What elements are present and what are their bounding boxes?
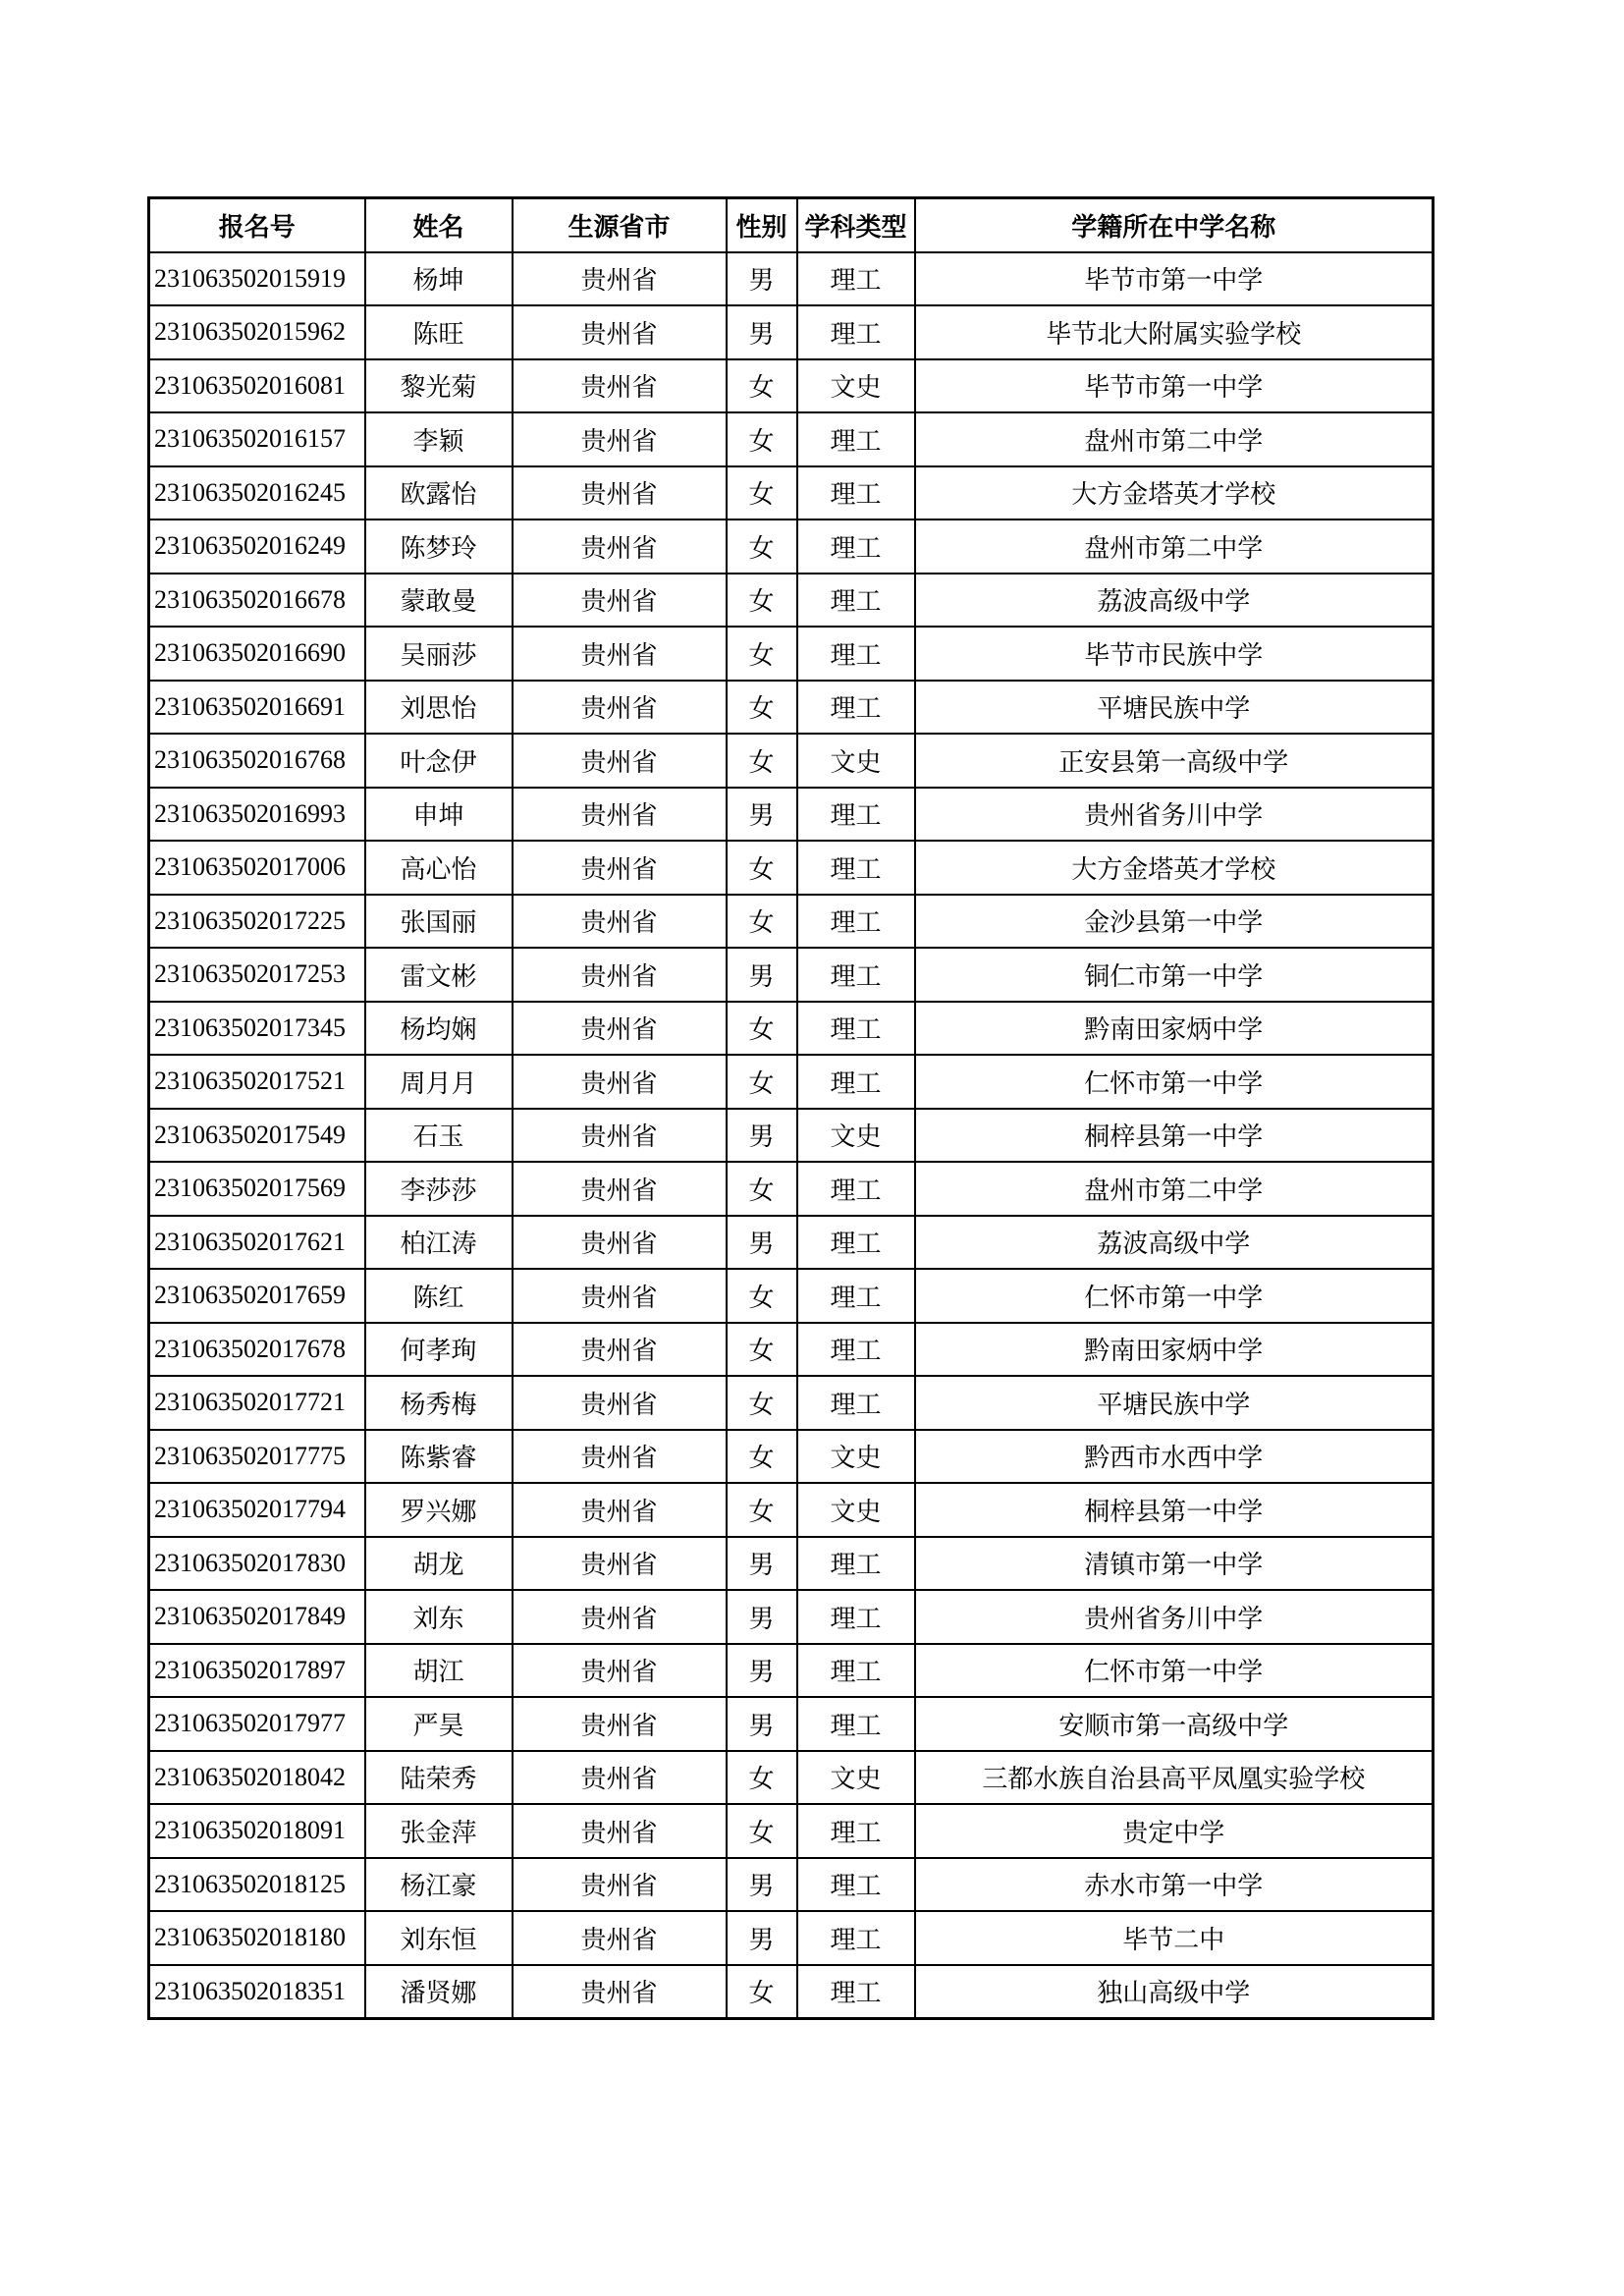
name-cell: 杨坤	[365, 252, 513, 306]
province-cell: 贵州省	[513, 1109, 727, 1163]
registration-number-cell: 231063502016678	[149, 574, 365, 628]
header-row	[149, 198, 1434, 252]
registration-number-cell: 231063502016691	[149, 681, 365, 735]
province-cell: 贵州省	[513, 681, 727, 735]
subject-type-cell: 理工	[797, 1697, 915, 1751]
gender-cell: 男	[727, 1216, 797, 1270]
gender-cell: 女	[727, 412, 797, 466]
registration-number-cell: 231063502017849	[149, 1590, 365, 1644]
gender-cell: 女	[727, 1162, 797, 1216]
registration-number-cell: 231063502018125	[149, 1858, 365, 1912]
registration-number-cell: 231063502016993	[149, 788, 365, 842]
name-cell: 张金萍	[365, 1804, 513, 1858]
registration-number-cell: 231063502017659	[149, 1269, 365, 1323]
registration-number-cell: 231063502016768	[149, 734, 365, 788]
registration-number-cell: 231063502017830	[149, 1537, 365, 1591]
header-gender: 性别	[727, 198, 797, 252]
registration-number-cell: 231063502017794	[149, 1483, 365, 1537]
high-school-cell: 仁怀市第一中学	[915, 1055, 1434, 1109]
gender-cell: 男	[727, 1911, 797, 1965]
registration-number-cell: 231063502015919	[149, 252, 365, 306]
registration-number-cell: 231063502016249	[149, 519, 365, 574]
subject-type-cell: 理工	[797, 574, 915, 628]
high-school-cell: 独山高级中学	[915, 1965, 1434, 2019]
gender-cell: 女	[727, 841, 797, 895]
registration-number-cell: 231063502016081	[149, 359, 365, 413]
table-row	[149, 1644, 1434, 1698]
high-school-cell: 大方金塔英才学校	[915, 466, 1434, 520]
table-row	[149, 734, 1434, 788]
name-cell: 叶念伊	[365, 734, 513, 788]
name-cell: 胡江	[365, 1644, 513, 1698]
province-cell: 贵州省	[513, 252, 727, 306]
table-row	[149, 1751, 1434, 1805]
gender-cell: 男	[727, 1109, 797, 1163]
name-cell: 欧露怡	[365, 466, 513, 520]
high-school-cell: 清镇市第一中学	[915, 1537, 1434, 1591]
gender-cell: 女	[727, 1055, 797, 1109]
high-school-cell: 桐梓县第一中学	[915, 1109, 1434, 1163]
province-cell: 贵州省	[513, 1162, 727, 1216]
table-row	[149, 1055, 1434, 1109]
name-cell: 张国丽	[365, 895, 513, 949]
high-school-cell: 毕节北大附属实验学校	[915, 305, 1434, 359]
high-school-cell: 赤水市第一中学	[915, 1858, 1434, 1912]
table-row	[149, 359, 1434, 413]
name-cell: 高心怡	[365, 841, 513, 895]
name-cell: 陈红	[365, 1269, 513, 1323]
high-school-cell: 贵州省务川中学	[915, 1590, 1434, 1644]
province-cell: 贵州省	[513, 1537, 727, 1591]
subject-type-cell: 理工	[797, 1644, 915, 1698]
name-cell: 陈旺	[365, 305, 513, 359]
subject-type-cell: 理工	[797, 412, 915, 466]
table-row	[149, 1590, 1434, 1644]
high-school-cell: 黔南田家炳中学	[915, 1323, 1434, 1377]
name-cell: 陆荣秀	[365, 1751, 513, 1805]
name-cell: 李莎莎	[365, 1162, 513, 1216]
province-cell: 贵州省	[513, 1055, 727, 1109]
subject-type-cell: 理工	[797, 305, 915, 359]
table-row	[149, 681, 1434, 735]
registration-number-cell: 231063502017549	[149, 1109, 365, 1163]
province-cell: 贵州省	[513, 1644, 727, 1698]
province-cell: 贵州省	[513, 1376, 727, 1430]
subject-type-cell: 文史	[797, 734, 915, 788]
subject-type-cell: 文史	[797, 1109, 915, 1163]
province-cell: 贵州省	[513, 519, 727, 574]
gender-cell: 女	[727, 1430, 797, 1484]
name-cell: 刘东恒	[365, 1911, 513, 1965]
province-cell: 贵州省	[513, 1697, 727, 1751]
name-cell: 杨均娴	[365, 1002, 513, 1056]
subject-type-cell: 文史	[797, 1430, 915, 1484]
high-school-cell: 荔波高级中学	[915, 1216, 1434, 1270]
subject-type-cell: 理工	[797, 1323, 915, 1377]
table-row	[149, 1965, 1434, 2019]
table-row	[149, 1109, 1434, 1163]
registration-number-cell: 231063502017897	[149, 1644, 365, 1698]
table-row	[149, 519, 1434, 574]
registration-number-cell: 231063502017977	[149, 1697, 365, 1751]
high-school-cell: 金沙县第一中学	[915, 895, 1434, 949]
name-cell: 蒙敢曼	[365, 574, 513, 628]
table-row	[149, 948, 1434, 1002]
high-school-cell: 铜仁市第一中学	[915, 948, 1434, 1002]
name-cell: 刘思怡	[365, 681, 513, 735]
table-row	[149, 1804, 1434, 1858]
high-school-cell: 盘州市第二中学	[915, 1162, 1434, 1216]
registration-number-cell: 231063502017721	[149, 1376, 365, 1430]
name-cell: 胡龙	[365, 1537, 513, 1591]
province-cell: 贵州省	[513, 895, 727, 949]
province-cell: 贵州省	[513, 1323, 727, 1377]
registration-number-cell: 231063502018042	[149, 1751, 365, 1805]
subject-type-cell: 理工	[797, 1590, 915, 1644]
subject-type-cell: 理工	[797, 627, 915, 681]
registration-number-cell: 231063502017775	[149, 1430, 365, 1484]
subject-type-cell: 理工	[797, 1804, 915, 1858]
high-school-cell: 盘州市第二中学	[915, 412, 1434, 466]
province-cell: 贵州省	[513, 1216, 727, 1270]
table-row	[149, 1911, 1434, 1965]
registration-number-cell: 231063502017621	[149, 1216, 365, 1270]
province-cell: 贵州省	[513, 1751, 727, 1805]
subject-type-cell: 理工	[797, 788, 915, 842]
gender-cell: 女	[727, 1751, 797, 1805]
name-cell: 黎光菊	[365, 359, 513, 413]
gender-cell: 女	[727, 1323, 797, 1377]
province-cell: 贵州省	[513, 1269, 727, 1323]
gender-cell: 女	[727, 734, 797, 788]
province-cell: 贵州省	[513, 1483, 727, 1537]
registration-number-cell: 231063502017253	[149, 948, 365, 1002]
subject-type-cell: 理工	[797, 1055, 915, 1109]
subject-type-cell: 理工	[797, 948, 915, 1002]
province-cell: 贵州省	[513, 1911, 727, 1965]
registration-number-cell: 231063502017225	[149, 895, 365, 949]
registration-number-cell: 231063502017345	[149, 1002, 365, 1056]
gender-cell: 女	[727, 466, 797, 520]
high-school-cell: 仁怀市第一中学	[915, 1644, 1434, 1698]
province-cell: 贵州省	[513, 1430, 727, 1484]
table-row	[149, 1697, 1434, 1751]
high-school-cell: 大方金塔英才学校	[915, 841, 1434, 895]
name-cell: 石玉	[365, 1109, 513, 1163]
table-row	[149, 1216, 1434, 1270]
high-school-cell: 黔南田家炳中学	[915, 1002, 1434, 1056]
high-school-cell: 毕节市第一中学	[915, 252, 1434, 306]
subject-type-cell: 理工	[797, 1162, 915, 1216]
header-high-school: 学籍所在中学名称	[915, 198, 1434, 252]
table-row	[149, 1376, 1434, 1430]
province-cell: 贵州省	[513, 841, 727, 895]
header-registration-number: 报名号	[149, 198, 365, 252]
subject-type-cell: 理工	[797, 1537, 915, 1591]
high-school-cell: 毕节二中	[915, 1911, 1434, 1965]
gender-cell: 男	[727, 788, 797, 842]
high-school-cell: 毕节市民族中学	[915, 627, 1434, 681]
subject-type-cell: 理工	[797, 1858, 915, 1912]
gender-cell: 女	[727, 1269, 797, 1323]
subject-type-cell: 理工	[797, 1269, 915, 1323]
table-row	[149, 1483, 1434, 1537]
subject-type-cell: 理工	[797, 519, 915, 574]
province-cell: 贵州省	[513, 412, 727, 466]
name-cell: 罗兴娜	[365, 1483, 513, 1537]
name-cell: 杨秀梅	[365, 1376, 513, 1430]
registration-number-cell: 231063502016157	[149, 412, 365, 466]
name-cell: 李颖	[365, 412, 513, 466]
subject-type-cell: 理工	[797, 252, 915, 306]
gender-cell: 女	[727, 681, 797, 735]
gender-cell: 女	[727, 1965, 797, 2019]
province-cell: 贵州省	[513, 1804, 727, 1858]
high-school-cell: 平塘民族中学	[915, 681, 1434, 735]
registration-number-cell: 231063502017521	[149, 1055, 365, 1109]
table-row	[149, 627, 1434, 681]
table-row	[149, 788, 1434, 842]
header-province: 生源省市	[513, 198, 727, 252]
gender-cell: 男	[727, 1858, 797, 1912]
registration-number-cell: 231063502016690	[149, 627, 365, 681]
gender-cell: 女	[727, 1376, 797, 1430]
high-school-cell: 荔波高级中学	[915, 574, 1434, 628]
name-cell: 严昊	[365, 1697, 513, 1751]
province-cell: 贵州省	[513, 305, 727, 359]
high-school-cell: 毕节市第一中学	[915, 359, 1434, 413]
gender-cell: 男	[727, 948, 797, 1002]
high-school-cell: 黔西市水西中学	[915, 1430, 1434, 1484]
admission-list-table	[147, 196, 1435, 2020]
header-subject-type: 学科类型	[797, 198, 915, 252]
province-cell: 贵州省	[513, 1965, 727, 2019]
table-row	[149, 841, 1434, 895]
subject-type-cell: 理工	[797, 681, 915, 735]
registration-number-cell: 231063502018091	[149, 1804, 365, 1858]
subject-type-cell: 理工	[797, 895, 915, 949]
subject-type-cell: 理工	[797, 841, 915, 895]
registration-number-cell: 231063502018351	[149, 1965, 365, 2019]
gender-cell: 女	[727, 895, 797, 949]
province-cell: 贵州省	[513, 574, 727, 628]
table-row	[149, 1162, 1434, 1216]
name-cell: 杨江豪	[365, 1858, 513, 1912]
gender-cell: 女	[727, 359, 797, 413]
registration-number-cell: 231063502017006	[149, 841, 365, 895]
registration-number-cell: 231063502016245	[149, 466, 365, 520]
gender-cell: 男	[727, 1697, 797, 1751]
registration-number-cell: 231063502017569	[149, 1162, 365, 1216]
high-school-cell: 仁怀市第一中学	[915, 1269, 1434, 1323]
subject-type-cell: 理工	[797, 1002, 915, 1056]
high-school-cell: 盘州市第二中学	[915, 519, 1434, 574]
province-cell: 贵州省	[513, 948, 727, 1002]
header-name: 姓名	[365, 198, 513, 252]
gender-cell: 女	[727, 1804, 797, 1858]
gender-cell: 男	[727, 305, 797, 359]
name-cell: 陈紫睿	[365, 1430, 513, 1484]
table-row	[149, 252, 1434, 306]
name-cell: 潘贤娜	[365, 1965, 513, 2019]
province-cell: 贵州省	[513, 466, 727, 520]
name-cell: 刘东	[365, 1590, 513, 1644]
high-school-cell: 三都水族自治县高平凤凰实验学校	[915, 1751, 1434, 1805]
name-cell: 雷文彬	[365, 948, 513, 1002]
gender-cell: 男	[727, 1644, 797, 1698]
registration-number-cell: 231063502015962	[149, 305, 365, 359]
high-school-cell: 贵州省务川中学	[915, 788, 1434, 842]
gender-cell: 男	[727, 1537, 797, 1591]
table-row	[149, 1323, 1434, 1377]
subject-type-cell: 理工	[797, 1965, 915, 2019]
high-school-cell: 贵定中学	[915, 1804, 1434, 1858]
subject-type-cell: 理工	[797, 1376, 915, 1430]
table-row	[149, 412, 1434, 466]
table-row	[149, 574, 1434, 628]
subject-type-cell: 文史	[797, 1483, 915, 1537]
subject-type-cell: 文史	[797, 359, 915, 413]
subject-type-cell: 文史	[797, 1751, 915, 1805]
name-cell: 申坤	[365, 788, 513, 842]
province-cell: 贵州省	[513, 359, 727, 413]
gender-cell: 男	[727, 1590, 797, 1644]
province-cell: 贵州省	[513, 627, 727, 681]
table-row	[149, 1002, 1434, 1056]
name-cell: 柏江涛	[365, 1216, 513, 1270]
gender-cell: 女	[727, 1483, 797, 1537]
high-school-cell: 桐梓县第一中学	[915, 1483, 1434, 1537]
gender-cell: 女	[727, 574, 797, 628]
name-cell: 吴丽莎	[365, 627, 513, 681]
table-row	[149, 1430, 1434, 1484]
high-school-cell: 正安县第一高级中学	[915, 734, 1434, 788]
gender-cell: 女	[727, 519, 797, 574]
gender-cell: 女	[727, 627, 797, 681]
table-row	[149, 305, 1434, 359]
table-row	[149, 1858, 1434, 1912]
table-row	[149, 1537, 1434, 1591]
subject-type-cell: 理工	[797, 1911, 915, 1965]
name-cell: 陈梦玲	[365, 519, 513, 574]
registration-number-cell: 231063502017678	[149, 1323, 365, 1377]
high-school-cell: 安顺市第一高级中学	[915, 1697, 1434, 1751]
province-cell: 贵州省	[513, 734, 727, 788]
name-cell: 何孝珣	[365, 1323, 513, 1377]
province-cell: 贵州省	[513, 1858, 727, 1912]
name-cell: 周月月	[365, 1055, 513, 1109]
table-row	[149, 1269, 1434, 1323]
table-row	[149, 895, 1434, 949]
province-cell: 贵州省	[513, 1002, 727, 1056]
high-school-cell: 平塘民族中学	[915, 1376, 1434, 1430]
province-cell: 贵州省	[513, 788, 727, 842]
province-cell: 贵州省	[513, 1590, 727, 1644]
gender-cell: 男	[727, 252, 797, 306]
table-row	[149, 466, 1434, 520]
registration-number-cell: 231063502018180	[149, 1911, 365, 1965]
subject-type-cell: 理工	[797, 1216, 915, 1270]
gender-cell: 女	[727, 1002, 797, 1056]
subject-type-cell: 理工	[797, 466, 915, 520]
